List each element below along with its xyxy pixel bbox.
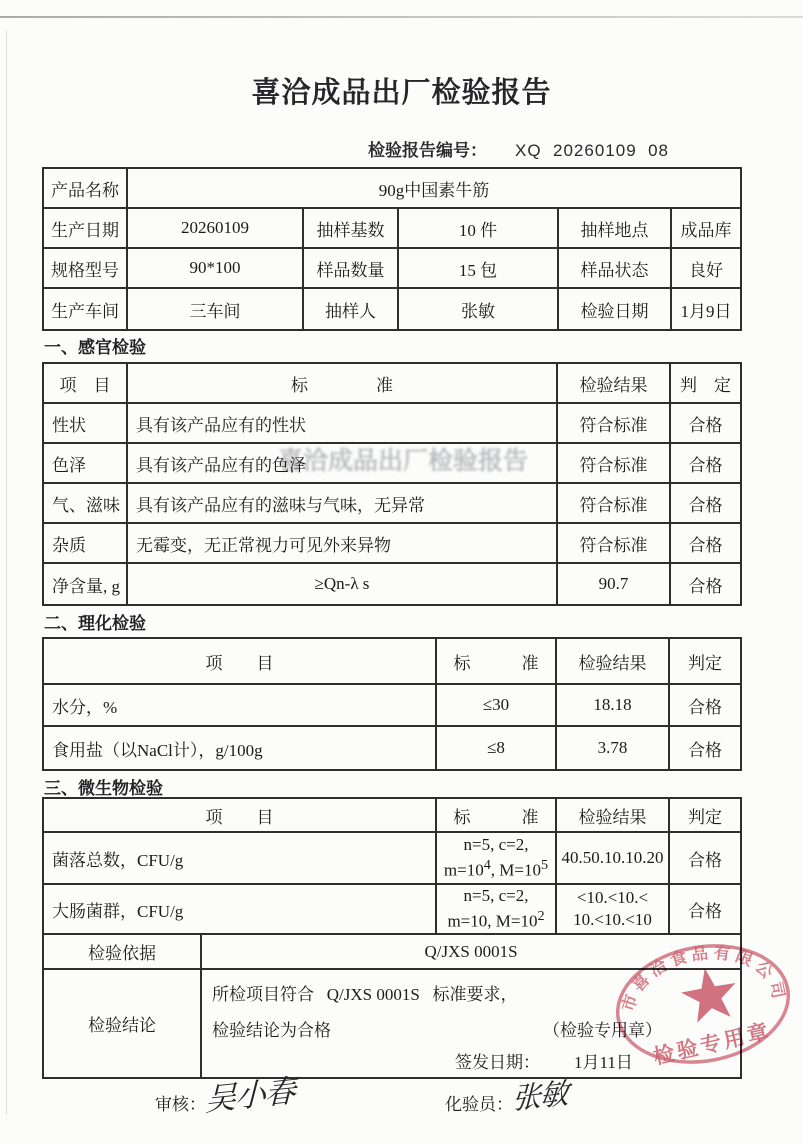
cell-result: 90.7 bbox=[558, 564, 671, 604]
product-name-label: 产品名称 bbox=[44, 169, 128, 209]
col-standard: 标 准 bbox=[437, 799, 557, 833]
table-row bbox=[44, 564, 740, 604]
product-info-table bbox=[42, 167, 742, 331]
cell-verdict: 合格 bbox=[670, 885, 740, 935]
report-number-label: 检验报告编号： bbox=[368, 141, 487, 160]
spec-model-label: 规格型号 bbox=[44, 249, 128, 289]
tester-signature: 张敏 bbox=[511, 1077, 569, 1117]
scan-edge-line-top bbox=[0, 16, 803, 18]
table-header-row bbox=[44, 639, 740, 685]
sampling-place-label: 抽样地点 bbox=[559, 209, 672, 249]
table-row bbox=[44, 685, 740, 727]
sampler-value: 张敏 bbox=[399, 289, 559, 329]
spec-model-value: 90*100 bbox=[128, 249, 304, 289]
scan-edge-line-left bbox=[6, 30, 7, 1115]
cell-standard bbox=[437, 885, 557, 935]
result-line1: <10.<10.< bbox=[576, 887, 649, 907]
cell-standard: ≤8 bbox=[437, 727, 557, 769]
production-date-label: 生产日期 bbox=[44, 209, 128, 249]
cell-result: 3.78 bbox=[557, 727, 670, 769]
inspect-date-label: 检验日期 bbox=[559, 289, 672, 329]
production-date-value: 20260109 bbox=[128, 209, 304, 249]
cell-standard bbox=[437, 833, 557, 885]
reviewer-signature: 吴小春 bbox=[204, 1073, 296, 1118]
stamp-company-text: 市喜洽食品有限公司 bbox=[619, 943, 789, 1014]
cell-result: 符合标准 bbox=[558, 524, 671, 564]
sample-base-label: 抽样基数 bbox=[304, 209, 399, 249]
col-result: 检验结果 bbox=[558, 364, 671, 404]
cell-verdict: 合格 bbox=[688, 576, 723, 596]
inspection-basis-label: 检验依据 bbox=[44, 935, 202, 970]
cell-result: 符合标准 bbox=[558, 444, 671, 484]
cell-verdict: 合格 bbox=[670, 833, 740, 885]
cell-item: 大肠菌群，CFU/g bbox=[44, 885, 437, 935]
stamp-star-icon bbox=[678, 963, 741, 1024]
section-heading-sensory: 一、感官检验 bbox=[44, 338, 146, 357]
std-line2: $m=10^4$, $M=10^5$ bbox=[443, 857, 549, 880]
cell-item: 杂质 bbox=[44, 524, 128, 564]
result-line2: 10.<10.<10 bbox=[573, 910, 652, 929]
cell-verdict: 合格 bbox=[671, 404, 740, 444]
table-header-row bbox=[44, 799, 740, 833]
cell-standard: 无霉变，无正常视力可见外来异物 bbox=[128, 524, 558, 564]
table-row bbox=[44, 833, 740, 885]
col-standard: 标 准 bbox=[128, 364, 558, 404]
sample-state-label: 样品状态 bbox=[559, 249, 672, 289]
conclusion-line1: 所检项目符合 Q/JXS 0001S 标准要求， bbox=[212, 985, 518, 1004]
workshop-label: 生产车间 bbox=[44, 289, 128, 329]
cell-item: 菌落总数，CFU/g bbox=[44, 833, 437, 885]
std-line1: n=5, c=2, bbox=[463, 886, 529, 906]
conclusion-label: 检验结论 bbox=[44, 970, 202, 1077]
col-verdict: 判定 bbox=[670, 639, 740, 685]
cell-standard: 具有该产品应有的色泽 bbox=[128, 444, 558, 484]
col-verdict: 判 定 bbox=[671, 364, 740, 404]
issue-date-value: 1月11日 bbox=[574, 1053, 633, 1072]
table-row bbox=[44, 404, 740, 444]
table-row bbox=[44, 524, 740, 564]
cell-standard: 具有该产品应有的滋味与气味，无异常 bbox=[128, 484, 558, 524]
table-row bbox=[44, 249, 740, 289]
table-row bbox=[44, 444, 740, 484]
col-result: 检验结果 bbox=[557, 799, 670, 833]
col-verdict: 判定 bbox=[670, 799, 740, 833]
cell-item: 食用盐（以NaCl计），g/100g bbox=[44, 727, 437, 769]
section-heading-micro: 三、微生物检验 bbox=[44, 779, 163, 798]
inspect-date-value: 1月9日 bbox=[680, 301, 732, 321]
product-name-value: 90g中国素牛筋 bbox=[128, 169, 740, 209]
cell-item: 水分，% bbox=[44, 685, 437, 727]
table-row bbox=[44, 727, 740, 769]
col-item: 项 目 bbox=[44, 799, 437, 833]
sample-base-value: 10 件 bbox=[399, 209, 559, 249]
cell-item: 气、滋味 bbox=[44, 484, 128, 524]
sampling-place-value: 成品库 bbox=[672, 209, 740, 249]
seal-note: （检验专用章） bbox=[543, 1021, 662, 1040]
document-title: 喜洽成品出厂检验报告 bbox=[251, 77, 552, 109]
inspection-basis-value: Q/JXS 0001S bbox=[202, 935, 740, 970]
std-line1: n=5, c=2, bbox=[463, 835, 529, 855]
table-row bbox=[44, 484, 740, 524]
col-item: 项 目 bbox=[44, 364, 128, 404]
conclusion-line2: 检验结论为合格 bbox=[212, 1021, 331, 1040]
cell-verdict: 合格 bbox=[671, 524, 740, 564]
stamp-bottom-text: 检验专用章 bbox=[651, 1019, 774, 1070]
cell-standard: 具有该产品应有的性状 bbox=[128, 404, 558, 444]
std-line2: m=10, $M=10^2$ bbox=[447, 908, 545, 931]
sensory-table bbox=[42, 362, 742, 606]
report-number-line bbox=[368, 136, 669, 161]
col-standard: 标 准 bbox=[437, 639, 557, 685]
cell-standard: ≥Qn-λ s bbox=[128, 564, 558, 604]
cell-standard: ≤30 bbox=[437, 685, 557, 727]
cell-result: 符合标准 bbox=[558, 404, 671, 444]
section-heading-physchem: 二、理化检验 bbox=[44, 614, 146, 633]
sample-qty-label: 样品数量 bbox=[304, 249, 399, 289]
tester-label: 化验员： bbox=[445, 1095, 513, 1114]
workshop-value: 三车间 bbox=[128, 289, 304, 329]
cell-result: 18.18 bbox=[557, 685, 670, 727]
cell-item: 色泽 bbox=[44, 444, 128, 484]
table-row bbox=[44, 289, 740, 329]
table-row bbox=[44, 209, 740, 249]
table-header-row bbox=[44, 364, 740, 404]
physchem-table bbox=[42, 637, 742, 771]
col-item: 项 目 bbox=[44, 639, 437, 685]
inspection-stamp bbox=[597, 918, 803, 1096]
reviewer-label: 审核： bbox=[155, 1095, 206, 1114]
table-row bbox=[44, 169, 740, 209]
issue-date-label: 签发日期： bbox=[455, 1053, 540, 1072]
cell-result: 40.50.10.10.20 bbox=[557, 833, 670, 885]
cell-verdict: 合格 bbox=[671, 484, 740, 524]
cell-result: 符合标准 bbox=[558, 484, 671, 524]
sampler-label: 抽样人 bbox=[304, 289, 399, 329]
bleed-through-watermark: 喜洽成品出厂检验报告 bbox=[278, 447, 529, 475]
cell-item: 净含量, g bbox=[44, 564, 128, 604]
sample-qty-value: 15 包 bbox=[399, 249, 559, 289]
sample-state-value: 良好 bbox=[672, 249, 740, 289]
col-result: 检验结果 bbox=[557, 639, 670, 685]
cell-verdict: 合格 bbox=[688, 740, 722, 760]
cell-verdict: 合格 bbox=[671, 444, 740, 484]
report-number-value: XQ 20260109 08 bbox=[515, 141, 670, 160]
cell-verdict: 合格 bbox=[670, 685, 740, 727]
cell-item: 性状 bbox=[44, 404, 128, 444]
